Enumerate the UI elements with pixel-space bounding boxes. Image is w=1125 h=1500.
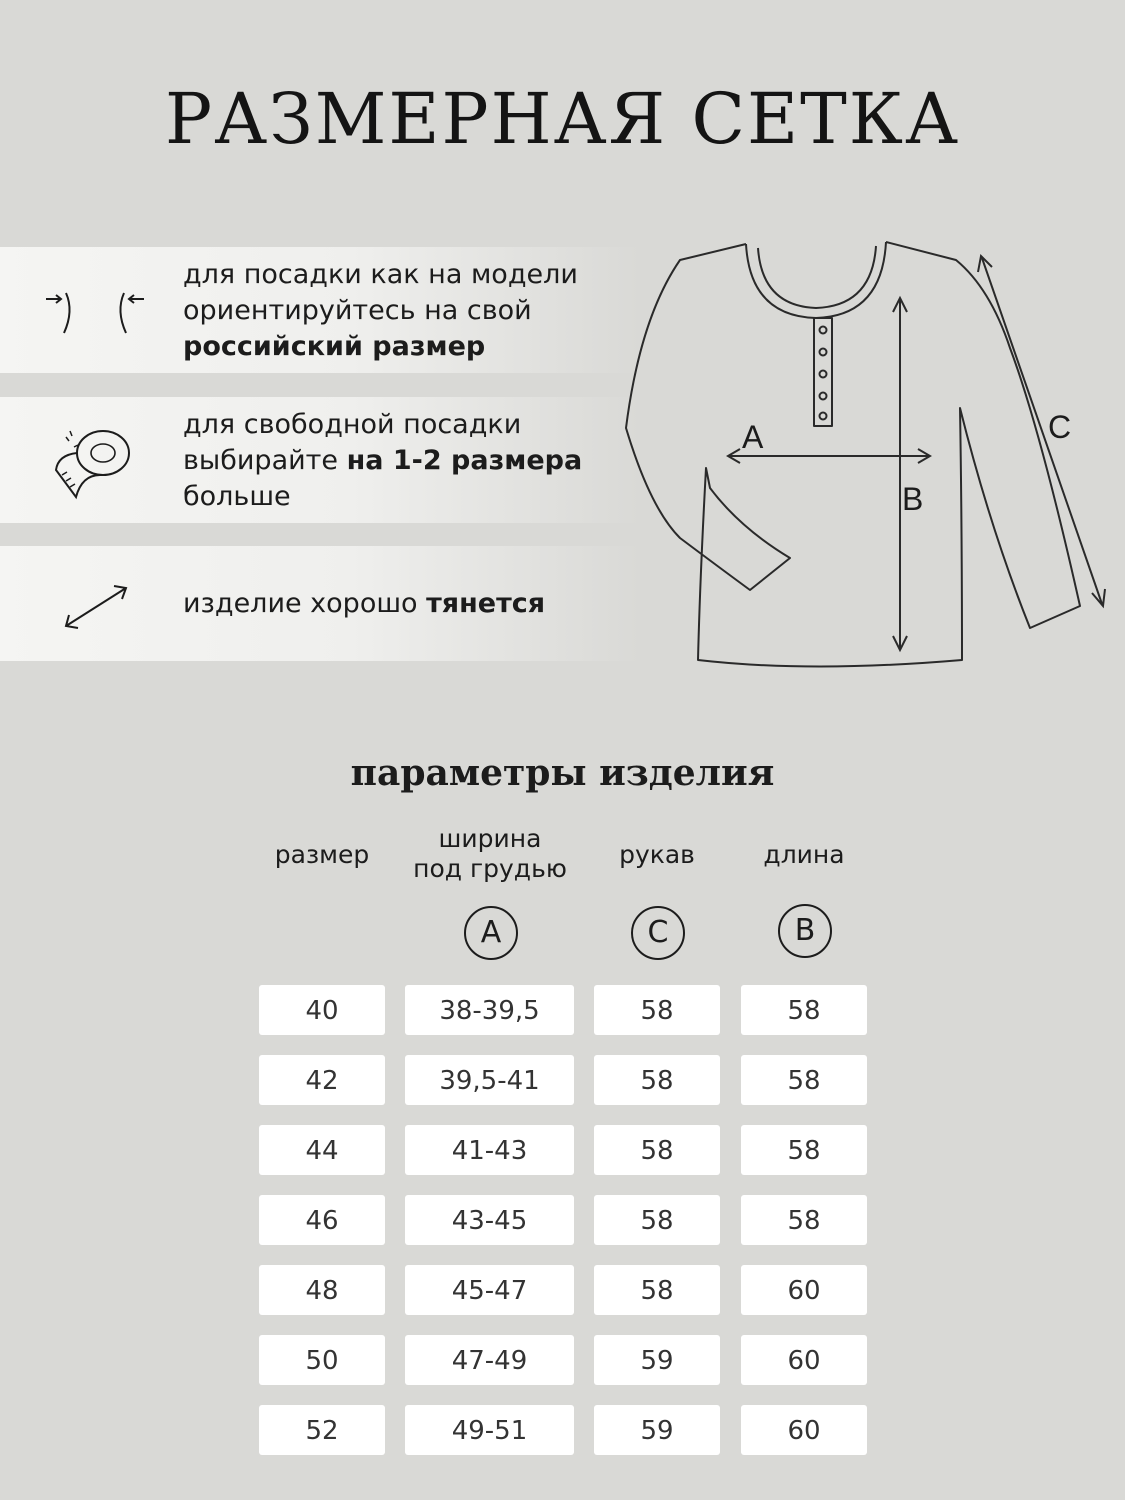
cell-length: 58 bbox=[741, 1195, 867, 1245]
marker-c: C bbox=[631, 906, 685, 960]
cell-sleeve: 58 bbox=[594, 1125, 720, 1175]
cell-width: 43-45 bbox=[405, 1195, 574, 1245]
cell-sleeve: 58 bbox=[594, 1055, 720, 1105]
tip-line: для посадки как на модели bbox=[183, 259, 578, 290]
column-header-width-line2: под грудью bbox=[413, 854, 567, 883]
column-header-sleeve: рукав bbox=[619, 840, 695, 869]
garment-diagram bbox=[610, 228, 1120, 682]
dimension-label-b: B bbox=[902, 481, 924, 517]
cell-sleeve: 59 bbox=[594, 1405, 720, 1455]
cell-width: 49-51 bbox=[405, 1405, 574, 1455]
cell-length: 58 bbox=[741, 1125, 867, 1175]
tip-line: больше bbox=[183, 481, 291, 512]
cell-width: 47-49 bbox=[405, 1335, 574, 1385]
tip-emphasis: российский размер bbox=[183, 331, 486, 362]
cell-length: 60 bbox=[741, 1265, 867, 1315]
cell-sleeve: 58 bbox=[594, 985, 720, 1035]
tip-emphasis: на 1-2 размера bbox=[346, 445, 583, 476]
dimension-label-c: C bbox=[1048, 409, 1072, 445]
cell-width: 38-39,5 bbox=[405, 985, 574, 1035]
tip-line: выбирайте bbox=[183, 445, 347, 476]
stretch-arrow-icon bbox=[58, 580, 134, 638]
measuring-tape-icon bbox=[48, 415, 138, 509]
cell-size: 42 bbox=[259, 1055, 385, 1105]
cell-sleeve: 58 bbox=[594, 1195, 720, 1245]
tip-emphasis: тянется bbox=[426, 588, 546, 619]
table-title: параметры изделия bbox=[350, 752, 775, 794]
cell-length: 58 bbox=[741, 1055, 867, 1105]
cell-sleeve: 59 bbox=[594, 1335, 720, 1385]
cell-size: 46 bbox=[259, 1195, 385, 1245]
cell-size: 48 bbox=[259, 1265, 385, 1315]
cell-size: 50 bbox=[259, 1335, 385, 1385]
tip-line: изделие хорошо bbox=[183, 588, 427, 619]
tip-loose-fit bbox=[0, 397, 640, 523]
fit-arrows-icon bbox=[40, 289, 150, 343]
cell-size: 52 bbox=[259, 1405, 385, 1455]
column-header-width-line1: ширина bbox=[438, 824, 542, 853]
tip-stretch bbox=[0, 546, 640, 661]
cell-length: 58 bbox=[741, 985, 867, 1035]
cell-size: 40 bbox=[259, 985, 385, 1035]
longsleeve-shirt-outline bbox=[610, 228, 1120, 678]
cell-length: 60 bbox=[741, 1405, 867, 1455]
cell-length: 60 bbox=[741, 1335, 867, 1385]
cell-size: 44 bbox=[259, 1125, 385, 1175]
cell-width: 39,5-41 bbox=[405, 1055, 574, 1105]
column-header-size: размер bbox=[274, 840, 370, 869]
tip-line: для свободной посадки bbox=[183, 409, 522, 440]
marker-a: A bbox=[464, 906, 518, 960]
dimension-label-a: A bbox=[742, 419, 764, 455]
cell-width: 45-47 bbox=[405, 1265, 574, 1315]
cell-sleeve: 58 bbox=[594, 1265, 720, 1315]
tip-line: ориентируйтесь на свой bbox=[183, 295, 532, 326]
cell-width: 41-43 bbox=[405, 1125, 574, 1175]
tip-fit-model bbox=[0, 247, 640, 373]
page-title: РАЗМЕРНАЯ СЕТКА bbox=[165, 78, 960, 160]
column-header-length: длина bbox=[763, 840, 845, 869]
marker-b: B bbox=[778, 904, 832, 958]
column-header-width bbox=[390, 824, 590, 884]
